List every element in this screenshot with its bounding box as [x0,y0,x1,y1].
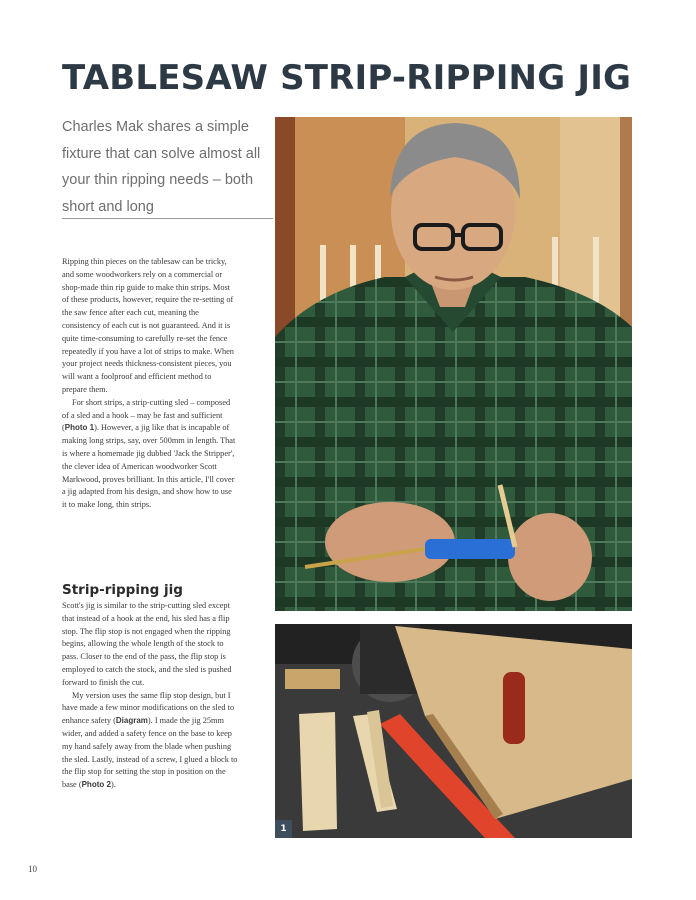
intro-divider [62,218,273,219]
body-column-section [62,600,238,792]
section-heading: Strip-ripping jig [62,582,183,598]
body-paragraph: Scott's jig is similar to the strip-cutting sled except that instead of a hook at the end, his sled has a flip stop. The flip stop is not engaged when the ripping begins, allowing the whole length of the stock to pass. Closer to the end of the pass, the flip stop is employed to catch the stock, and the sled is pushed forward to finish the cut. [62,601,232,687]
photo-reference: Photo 2 [81,780,111,790]
tablesaw-photo [275,624,632,838]
article-intro: Charles Mak shares a simple fixture that can solve almost all your thin ripping needs – both short and long [62,119,261,215]
photo-number-badge: 1 [275,820,292,838]
author-photo [275,117,632,611]
photo-reference: Photo 1 [64,423,95,433]
body-paragraph: For short strips, a strip-cutting sled – composed of a sled and a hook – may be fast and sufficient (Photo 1). However, a jig like that is incapable of making long strips, say, over 500mm in length. That is where a homemade jig dubbed 'Jack the Stripper', the clever idea of American woodworker Scott Markwood, proves brilliant. In this article, I'll cover a jig adapted from his design, and show how to use it to make long, thin strips. [62,397,236,510]
body-paragraph: My version uses the same flip stop design, but I have made a few minor modifications on the sled to enhance safety (Diagram). I made the jig 25mm wider, and added a safety fence on the base to keep my hand safely away from the blade when pushing the sled. Lastly, instead of a screw, I glued a block to the flip stop for setting the stop in position on the base (Photo 2). [62,690,238,790]
body-column-intro [62,256,238,512]
article-title: TABLESAW STRIP-RIPPING JIG [62,58,632,98]
body-paragraph: Ripping thin pieces on the tablesaw can be tricky, and some woodworkers rely on a commercial or shop-made thin rip guide to make thin strips. Most of these products, however, require the re-setting of the saw fence after each cut, meaning the consistency of each cut is not guaranteed. And it is quite time-consuming to carefully re-set the fence repeatedly if you have a lot of strips to make. When your project needs thickness-consistent pieces, you will want a foolproof and efficient method to prepare them. [62,257,234,394]
diagram-reference: Diagram [115,716,148,726]
page-number: 10 [28,864,37,874]
